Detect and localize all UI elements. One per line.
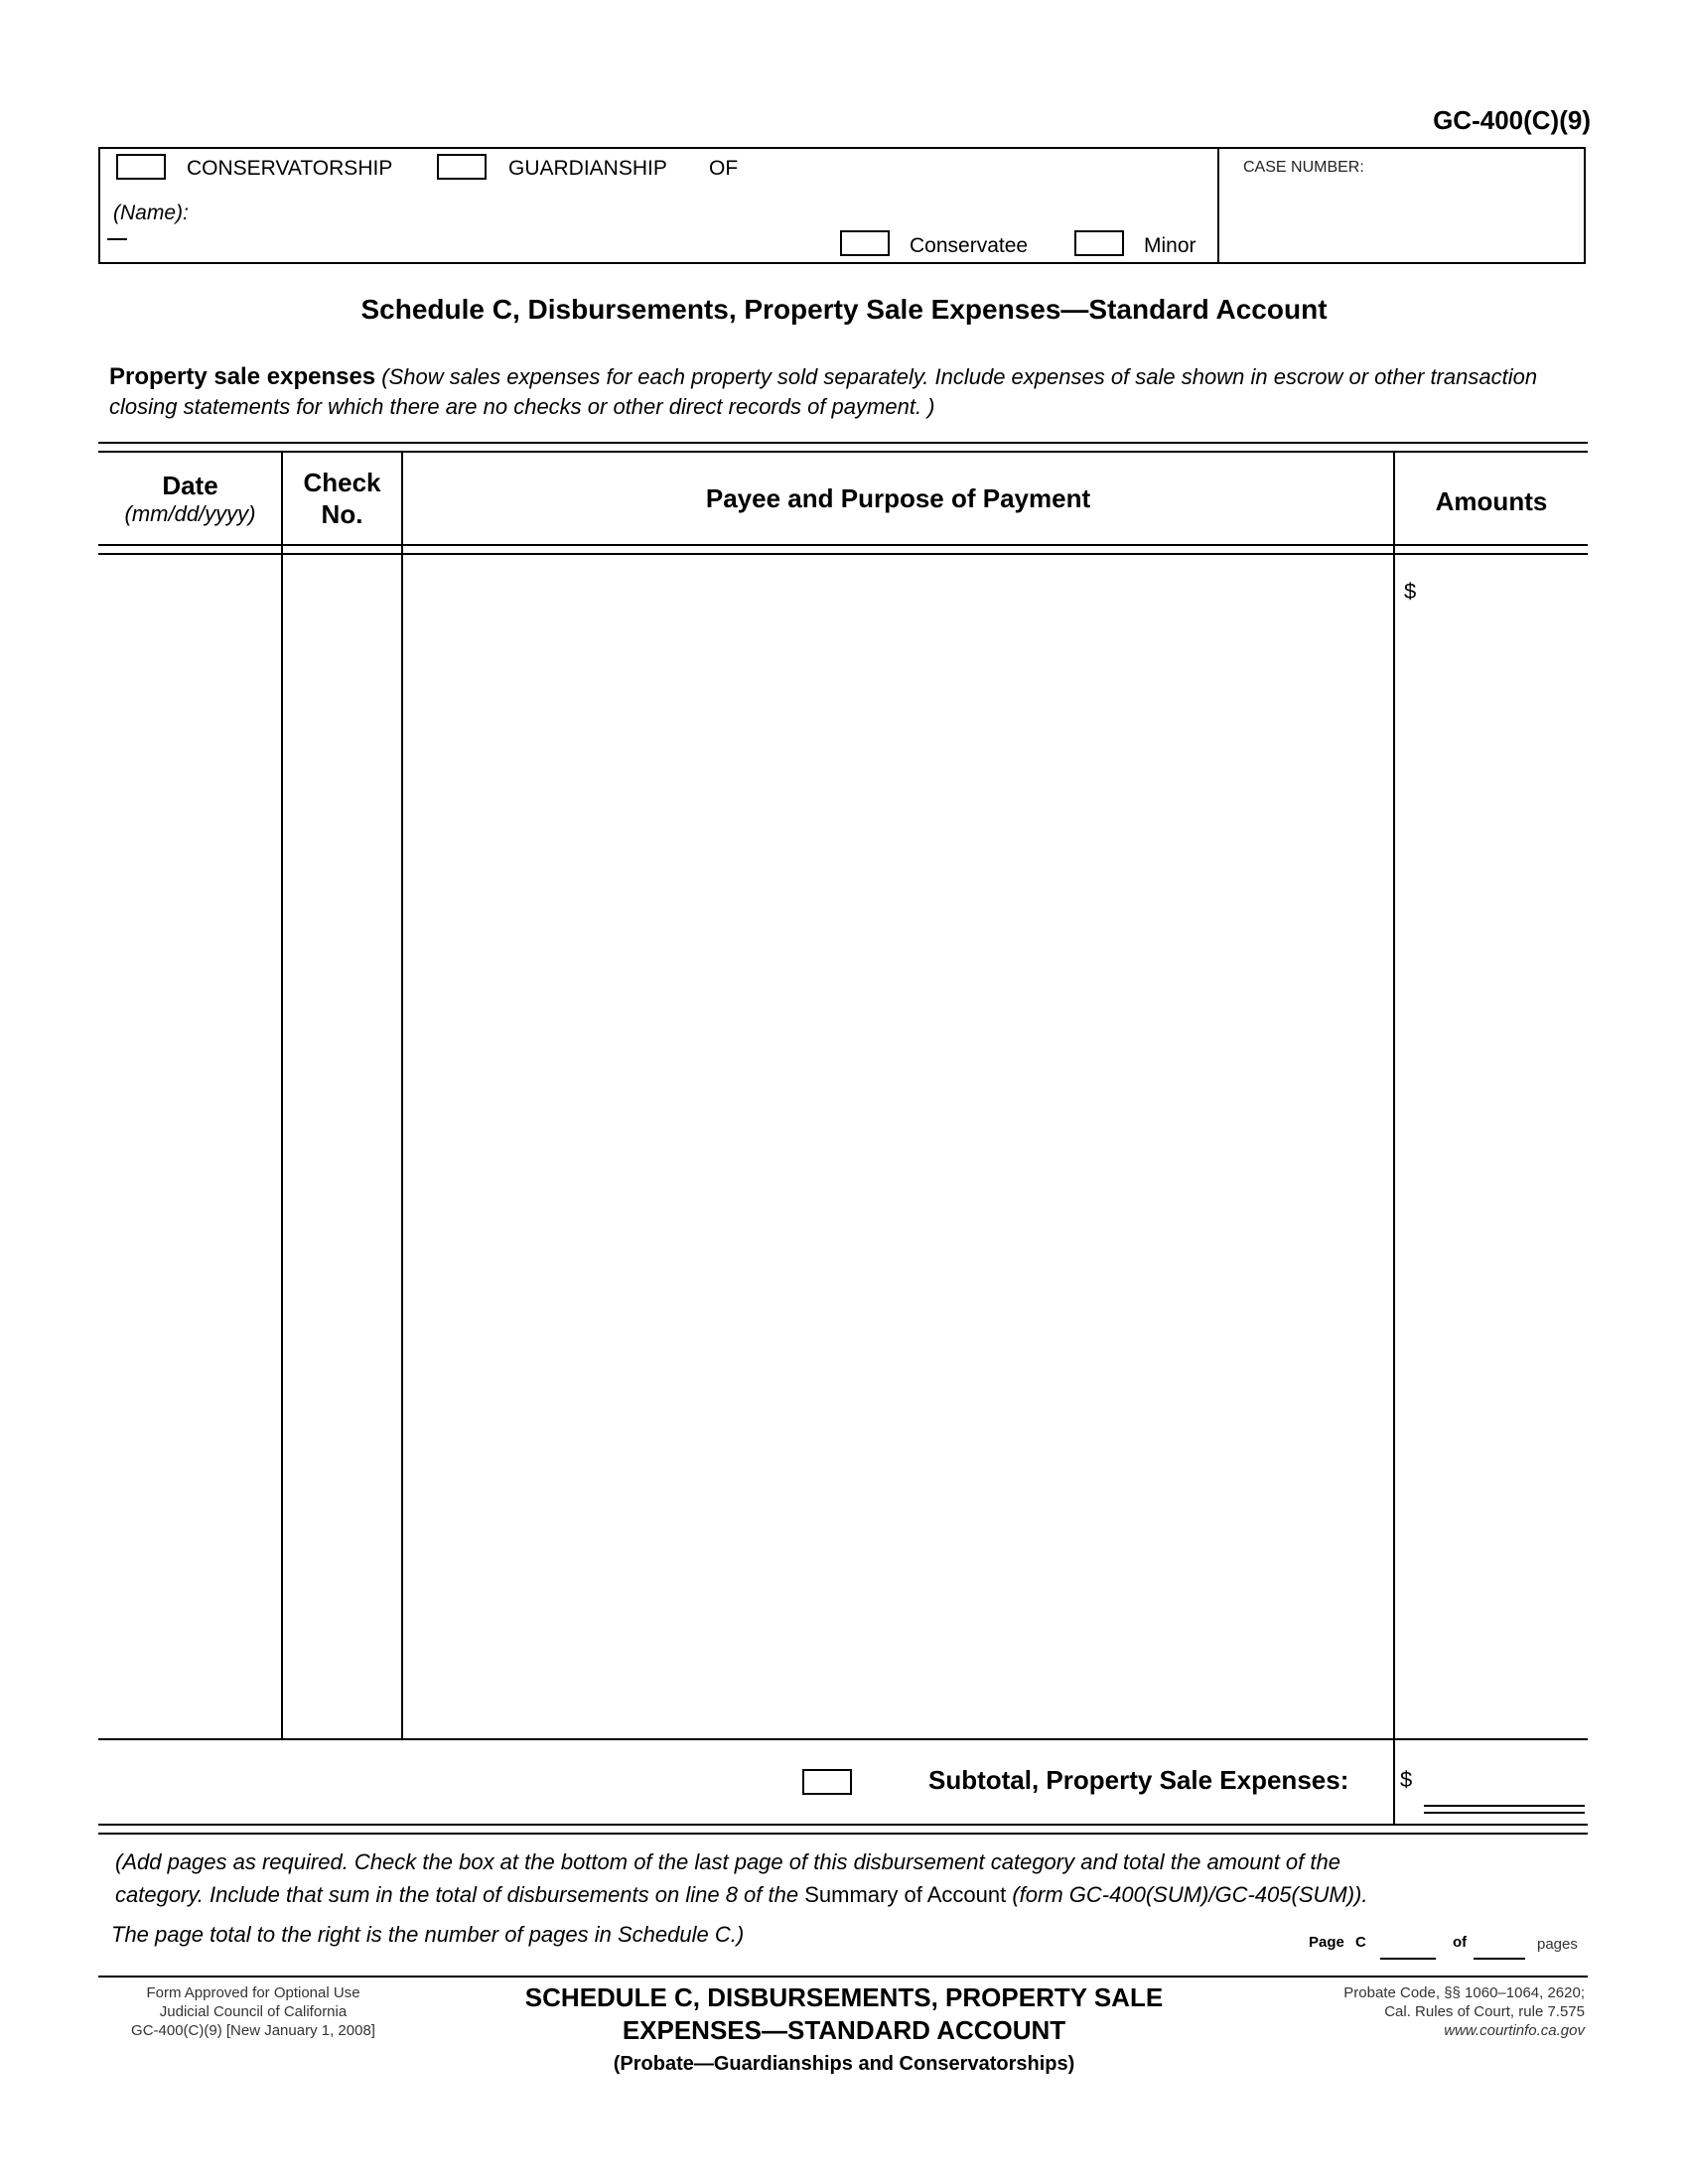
- note-line-1: (Add pages as required. Check the box at the bottom of the last page of this disbursement category and total the amount of the: [115, 1849, 1340, 1874]
- of-pages-label: of: [1453, 1934, 1468, 1951]
- header-bottom-rule-1: [98, 544, 1588, 546]
- case-number-field[interactable]: [1231, 185, 1574, 254]
- footer-right-line-2: Cal. Rules of Court, rule 7.575: [1384, 2003, 1585, 2020]
- amount-column-divider: [1393, 451, 1395, 1738]
- page-label: Page: [1309, 1934, 1344, 1951]
- footer-left-line-2: Judicial Council of California: [159, 2003, 348, 2020]
- footer-title-line-1: SCHEDULE C, DISBURSEMENTS, PROPERTY SALE: [524, 1982, 1164, 2012]
- footer-title-line-2: EXPENSES—STANDARD ACCOUNT: [622, 2015, 1066, 2045]
- case-number-label: CASE NUMBER:: [1243, 159, 1364, 176]
- check-header-line2: No.: [321, 499, 363, 529]
- subtotal-divider: [1393, 1738, 1395, 1824]
- amounts-column-header: Amounts: [1435, 486, 1548, 516]
- footer-left-line-3: GC-400(C)(9) [New January 1, 2008]: [131, 2022, 375, 2039]
- guardianship-checkbox[interactable]: [437, 154, 487, 180]
- case-number-divider: [1217, 147, 1219, 264]
- minor-label: Minor: [1144, 234, 1196, 257]
- conservatee-label: Conservatee: [910, 234, 1029, 257]
- footer-website: [1227, 2021, 1585, 2040]
- note-line-2-post: (form GC-400(SUM)/GC-405(SUM)).: [1012, 1882, 1368, 1907]
- footer-website-text: www.courtinfo.ca.gov: [1444, 2022, 1585, 2039]
- schedule-letter: C: [1355, 1934, 1366, 1951]
- amount-dollar-sign: $: [1404, 579, 1417, 604]
- footer-rule: [98, 1976, 1588, 1978]
- date-column-header: [99, 471, 281, 527]
- name-line: [107, 238, 127, 240]
- payee-column-header: Payee and Purpose of Payment: [705, 483, 1091, 513]
- subtotal-amount-field[interactable]: [1424, 1761, 1583, 1801]
- guardianship-label: GUARDIANSHIP: [508, 157, 667, 180]
- footer-subtitle: (Probate—Guardianships and Conservatorships): [613, 2053, 1075, 2075]
- subtotal-underline-1: [1424, 1805, 1585, 1807]
- footer-left-line-1: Form Approved for Optional Use: [146, 1984, 360, 2001]
- schedule-title: Schedule C, Disbursements, Property Sale Expenses—Standard Account: [360, 294, 1328, 325]
- footer-right-line-1: Probate Code, §§ 1060–1064, 2620;: [1343, 1984, 1585, 2001]
- conservatorship-checkbox[interactable]: [116, 154, 166, 180]
- conservatee-checkbox[interactable]: [840, 230, 890, 256]
- check-number-entry-area[interactable]: [284, 556, 400, 1737]
- note-line-3: The page total to the right is the number of pages in Schedule C.): [111, 1922, 745, 1947]
- check-column-divider: [401, 451, 403, 1738]
- payee-entry-area[interactable]: [404, 556, 1392, 1737]
- page-number-field[interactable]: [1380, 1932, 1436, 1958]
- subtotal-top-rule: [98, 1738, 1588, 1740]
- date-header-label: Date: [162, 471, 218, 500]
- name-field[interactable]: [199, 199, 794, 230]
- conservatorship-label: CONSERVATORSHIP: [187, 157, 393, 180]
- subtotal-dollar-sign: $: [1400, 1767, 1413, 1792]
- table-bottom-rule-1: [98, 1824, 1588, 1826]
- check-header-line1: Check: [303, 468, 381, 497]
- page-number-line: [1380, 1958, 1436, 1960]
- header-bottom-rule-2: [98, 553, 1588, 555]
- note-line-2-pre: category. Include that sum in the total of disbursements on line 8 of the: [115, 1882, 799, 1907]
- note-line-2: [115, 1878, 1367, 1911]
- form-number: GC-400(C)(9): [1433, 105, 1591, 135]
- minor-checkbox[interactable]: [1074, 230, 1124, 256]
- footer-center: [477, 1981, 1211, 2076]
- last-page-checkbox[interactable]: [802, 1769, 852, 1795]
- date-entry-area[interactable]: [99, 556, 280, 1737]
- intro-text: (Show sales expenses for each property sold separately. Include expenses of sale shown in escrow or other transaction closing statements for which there are no checks or other direct records of payment. ): [109, 364, 1538, 419]
- pages-label: pages: [1537, 1936, 1578, 1953]
- subtotal-label: Subtotal, Property Sale Expenses:: [928, 1765, 1349, 1795]
- total-pages-field[interactable]: [1474, 1932, 1525, 1958]
- of-label: OF: [709, 157, 739, 180]
- table-bottom-rule-2: [98, 1833, 1588, 1835]
- check-column-header: [283, 467, 401, 530]
- date-format-hint: (mm/dd/yyyy): [124, 501, 256, 526]
- intro-block: [109, 362, 1579, 422]
- table-top-rule-1: [98, 442, 1588, 444]
- subtotal-underline-2: [1424, 1812, 1585, 1814]
- amount-entry-area[interactable]: [1422, 561, 1581, 1732]
- date-column-divider: [281, 451, 283, 1738]
- intro-heading: Property sale expenses: [109, 363, 376, 390]
- table-top-rule-2: [98, 451, 1588, 453]
- name-label: (Name):: [113, 202, 189, 224]
- footer-right: [1227, 1983, 1585, 2040]
- footer-left: [104, 1983, 402, 2040]
- note-summary-title: Summary of Account: [804, 1882, 1007, 1907]
- total-pages-line: [1474, 1958, 1525, 1960]
